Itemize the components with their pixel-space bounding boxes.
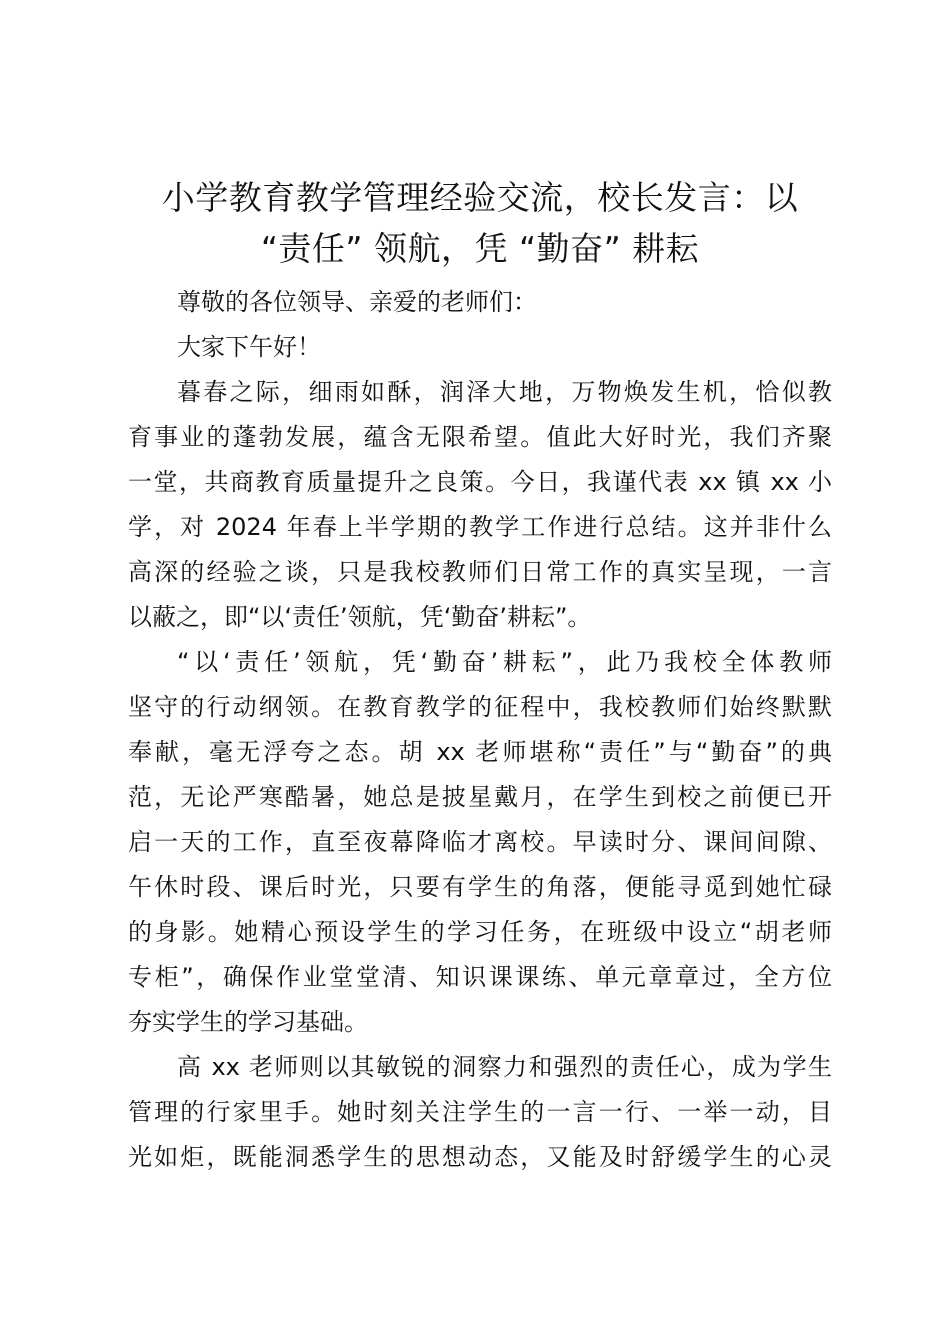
paragraph-line: 夯实学生的学习基础。 — [128, 1008, 368, 1036]
paragraph-line: 一堂，共商教育质量提升之良策。今日，我谨代表 xx 镇 xx 小 — [128, 468, 832, 496]
paragraph-line: 奉献，毫无浮夸之态。胡 xx 老师堪称“责任”与“勤奋”的典 — [128, 738, 832, 766]
paragraph-line: 午休时段、课后时光，只要有学生的角落，便能寻觅到她忙碌 — [128, 873, 832, 901]
paragraph-line: 专柜”，确保作业堂堂清、知识课课练、单元章章过，全方位 — [128, 963, 832, 991]
paragraph-line: 以蔽之，即“以‘责任’领航，凭‘勤奋’耕耘”。 — [128, 603, 592, 631]
paragraph-line: 学，对 2024 年春上半学期的教学工作进行总结。这并非什么 — [128, 513, 832, 541]
paragraph-3 — [128, 1045, 832, 1180]
paragraph-line: 育事业的蓬勃发展，蕴含无限希望。值此大好时光，我们齐聚 — [128, 423, 832, 451]
greeting: 大家下午好！ — [177, 333, 321, 361]
paragraph-line: 范，无论严寒酷暑，她总是披星戴月，在学生到校之前便已开 — [128, 783, 832, 811]
document-body — [128, 280, 832, 1180]
paragraph-line: 光如炬，既能洞悉学生的思想动态，又能及时舒缓学生的心灵 — [128, 1143, 832, 1171]
document-title — [128, 172, 832, 274]
salutation: 尊敬的各位领导、亲爱的老师们： — [177, 288, 537, 316]
paragraph-line: “以‘责任’领航，凭‘勤奋’耕耘”，此乃我校全体教师 — [177, 648, 832, 676]
paragraph-line: 管理的行家里手。她时刻关注学生的一言一行、一举一动，目 — [128, 1098, 832, 1126]
paragraph-line: 暮春之际，细雨如酥，润泽大地，万物焕发生机，恰似教 — [177, 378, 832, 406]
paragraph-line: 坚守的行动纲领。在教育教学的征程中，我校教师们始终默默 — [128, 693, 832, 721]
paragraph-2 — [128, 640, 832, 1045]
paragraph-line: 的身影。她精心预设学生的学习任务，在班级中设立“胡老师 — [128, 918, 832, 946]
title-line: “责任” 领航，凭 “勤奋” 耕耘 — [260, 229, 700, 268]
paragraph-line: 高深的经验之谈，只是我校教师们日常工作的真实呈现，一言 — [128, 558, 832, 586]
title-line: 小学教育教学管理经验交流，校长发言：以 — [161, 178, 799, 217]
paragraph-line: 启一天的工作，直至夜幕降临才离校。早读时分、课间间隙、 — [128, 828, 832, 856]
paragraph-1 — [128, 370, 832, 640]
paragraph-line: 高 xx 老师则以其敏锐的洞察力和强烈的责任心，成为学生 — [177, 1053, 832, 1081]
